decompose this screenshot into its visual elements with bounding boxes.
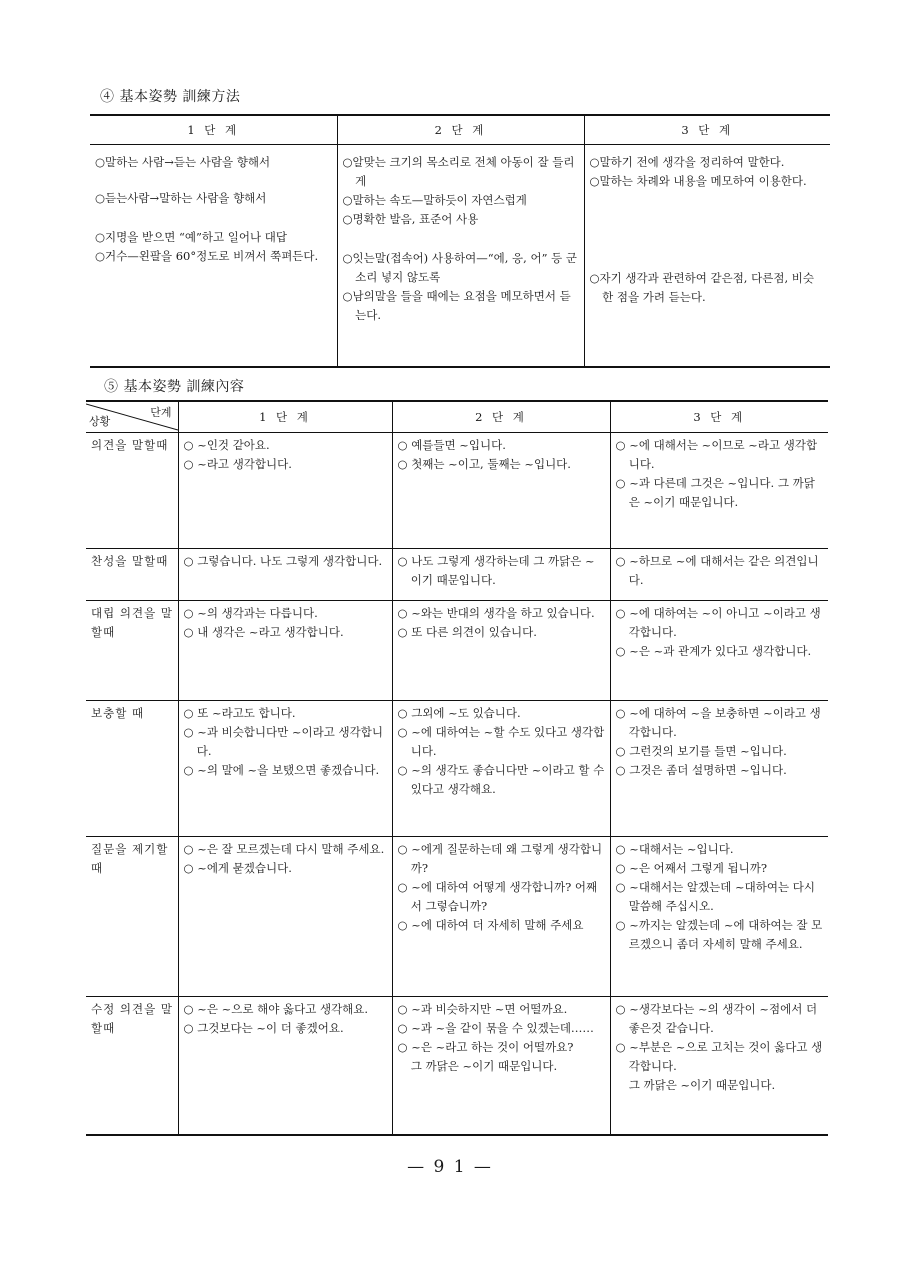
stage-3-cell <box>610 701 828 837</box>
stage-2-header: 2 단 계 <box>337 115 584 145</box>
phrase: ○ 그것은 좀더 설명하면 ~입니다. <box>615 763 787 777</box>
phrase: ○ ~와는 반대의 생각을 하고 있습니다. <box>397 606 595 620</box>
situation-cell: 수정 의견을 말할때 <box>86 997 178 1135</box>
phrase: ○ 그외에 ~도 있습니다. <box>397 706 521 720</box>
section-5-title: ⑤ 基本姿勢 訓練內容 <box>104 379 245 395</box>
stage-1-cell <box>178 701 392 837</box>
phrase: ○ ~인것 같아요. <box>183 438 270 452</box>
stage-2-cell <box>392 433 610 549</box>
situation-cell: 의견을 말할때 <box>86 433 178 549</box>
phrase: ○ ~까지는 알겠는데 ~에 대하여는 잘 모르겠으니 좀더 자세히 말해 주세요. <box>615 918 823 951</box>
method-item: ○잇는말(접속어) 사용하여—“에, 응, 어” 등 군소리 넣지 않도록 <box>342 251 577 284</box>
stage-1-cell <box>178 837 392 997</box>
phrase: ○ ~은 잘 모르겠는데 다시 말해 주세요. <box>183 842 385 856</box>
phrase: ○ 첫째는 ~이고, 둘째는 ~입니다. <box>397 457 571 471</box>
table-row <box>86 433 828 549</box>
situation-cell: 보충할 때 <box>86 701 178 837</box>
stage-3-header: 3 단 계 <box>610 401 828 433</box>
phrase: ○ ~의 생각과는 다릅니다. <box>183 606 318 620</box>
phrase: ○ 그것보다는 ~이 더 좋겠어요. <box>183 1021 344 1035</box>
training-method-table <box>90 114 830 368</box>
table-row <box>86 549 828 601</box>
phrase: ○ ~에게 묻겠습니다. <box>183 861 292 875</box>
phrase: ○ ~대해서는 알겠는데 ~대하여는 다시 말씀해 주십시오. <box>615 880 815 913</box>
table-row <box>86 601 828 701</box>
method-stage-3-cell <box>584 145 830 368</box>
stage-3-cell <box>610 837 828 997</box>
section-4-title: ④ 基本姿勢 訓練方法 <box>100 89 241 105</box>
phrase: 그 까닭은 ~이기 때문입니다. <box>628 1078 776 1092</box>
stage-3-cell <box>610 601 828 701</box>
stage-3-header: 3 단 계 <box>584 115 830 145</box>
stage-1-cell <box>178 549 392 601</box>
phrase: ○ ~에 대하여는 ~이 아니고 ~이라고 생각합니다. <box>615 606 821 639</box>
corner-stage-label: 단계 <box>150 406 172 419</box>
method-item: ○말하기 전에 생각을 정리하여 말한다. <box>589 155 785 169</box>
stage-3-cell <box>610 997 828 1135</box>
situation-cell: 질문을 제기할 때 <box>86 837 178 997</box>
stage-1-header: 1 단 계 <box>178 401 392 433</box>
phrase: ○ ~하므로 ~에 대해서는 같은 의견입니다. <box>615 554 819 587</box>
stage-2-cell <box>392 701 610 837</box>
phrase: ○ ~과 ~을 같이 묶을 수 있겠는데…… <box>397 1021 594 1035</box>
method-item: ○명확한 발음, 표준어 사용 <box>342 212 479 226</box>
method-stage-2-cell <box>337 145 584 368</box>
phrase: ○ 또 ~라고도 합니다. <box>183 706 296 720</box>
situation-cell: 대립 의견을 말할때 <box>86 601 178 701</box>
phrase: ○ ~과 비슷합니다만 ~이라고 생각합니다. <box>183 725 383 758</box>
stage-3-cell <box>610 433 828 549</box>
method-item: ○말하는 차례와 내용을 메모하여 이용한다. <box>589 174 807 188</box>
phrase: ○ ~대해서는 ~입니다. <box>615 842 734 856</box>
phrase: ○ 또 다른 의견이 있습니다. <box>397 625 537 639</box>
table-row <box>86 837 828 997</box>
method-item: ○자기 생각과 관련하여 같은점, 다른점, 비슷한 점을 가려 듣는다. <box>589 271 814 304</box>
phrase: ○ ~생각보다는 ~의 생각이 ~점에서 더 좋은것 같습니다. <box>615 1002 818 1035</box>
phrase: ○ ~에 대하여 어떻게 생각합니까? 어째서 그렇습니까? <box>397 880 598 913</box>
page-number: — 9 1 — <box>407 1157 493 1177</box>
phrase: 그 까닭은 ~이기 때문입니다. <box>410 1059 558 1073</box>
stage-1-header: 1 단 계 <box>90 115 337 145</box>
stage-1-cell <box>178 433 392 549</box>
stage-2-cell <box>392 549 610 601</box>
phrase: ○ 나도 그렇게 생각하는데 그 까닭은 ~이기 때문입니다. <box>397 554 595 587</box>
table-row <box>86 701 828 837</box>
method-item: ○알맞는 크기의 목소리로 전체 아동이 잘 들리게 <box>342 155 575 188</box>
method-stage-1-cell <box>90 145 337 368</box>
stage-1-cell <box>178 997 392 1135</box>
phrase: ○ ~과 다른데 그것은 ~입니다. 그 까닭은 ~이기 때문입니다. <box>615 476 815 509</box>
phrase: ○ ~의 생각도 좋습니다만 ~이라고 할 수 있다고 생각해요. <box>397 763 605 796</box>
stage-2-cell <box>392 837 610 997</box>
corner-situation-label: 상황 <box>89 415 111 428</box>
phrase: ○ ~에 대하여 ~을 보충하면 ~이라고 생각합니다. <box>615 706 821 739</box>
phrase: ○ ~에 대하여 더 자세히 말해 주세요 <box>397 918 584 932</box>
phrase: ○ 그렇습니다. 나도 그렇게 생각합니다. <box>183 554 383 568</box>
stage-2-cell <box>392 601 610 701</box>
phrase: ○ ~에 대해서는 ~이므로 ~라고 생각합니다. <box>615 438 818 471</box>
stage-2-header: 2 단 계 <box>392 401 610 433</box>
stage-1-cell <box>178 601 392 701</box>
corner-header <box>86 401 178 433</box>
method-item: ○듣는사람→말하는 사람을 향해서 <box>95 191 267 205</box>
stage-3-cell <box>610 549 828 601</box>
training-content-table <box>86 400 828 1136</box>
method-item: ○지명을 받으면 “예”하고 일어나 대답 <box>95 230 287 244</box>
phrase: ○ ~라고 생각합니다. <box>183 457 292 471</box>
method-item: ○말하는 속도—말하듯이 자연스럽게 <box>342 193 527 207</box>
method-item: ○거수—왼팔을 60°정도로 비껴서 쭉펴든다. <box>95 249 319 263</box>
phrase: ○ ~에게 질문하는데 왜 그렇게 생각합니까? <box>397 842 603 875</box>
phrase: ○ ~에 대하여는 ~할 수도 있다고 생각합니다. <box>397 725 605 758</box>
phrase: ○ ~은 ~라고 하는 것이 어떨까요? <box>397 1040 574 1054</box>
method-item: ○말하는 사람→듣는 사람을 향해서 <box>95 155 271 169</box>
phrase: ○ 예를들면 ~입니다. <box>397 438 506 452</box>
situation-cell: 찬성을 말할때 <box>86 549 178 601</box>
phrase: ○ 그런것의 보기를 들면 ~입니다. <box>615 744 787 758</box>
phrase: ○ ~의 말에 ~을 보탰으면 좋겠습니다. <box>183 763 380 777</box>
phrase: ○ 내 생각은 ~라고 생각합니다. <box>183 625 344 639</box>
phrase: ○ ~은 어째서 그렇게 됩니까? <box>615 861 768 875</box>
phrase: ○ ~부분은 ~으로 고치는 것이 옳다고 생각합니다. <box>615 1040 823 1073</box>
method-item: ○남의말을 들을 때에는 요점을 메모하면서 듣는다. <box>342 289 571 322</box>
phrase: ○ ~은 ~과 관계가 있다고 생각합니다. <box>615 644 812 658</box>
phrase: ○ ~은 ~으로 해야 옳다고 생각해요. <box>183 1002 369 1016</box>
stage-2-cell <box>392 997 610 1135</box>
phrase: ○ ~과 비슷하지만 ~면 어떨까요. <box>397 1002 568 1016</box>
table-row <box>86 997 828 1135</box>
